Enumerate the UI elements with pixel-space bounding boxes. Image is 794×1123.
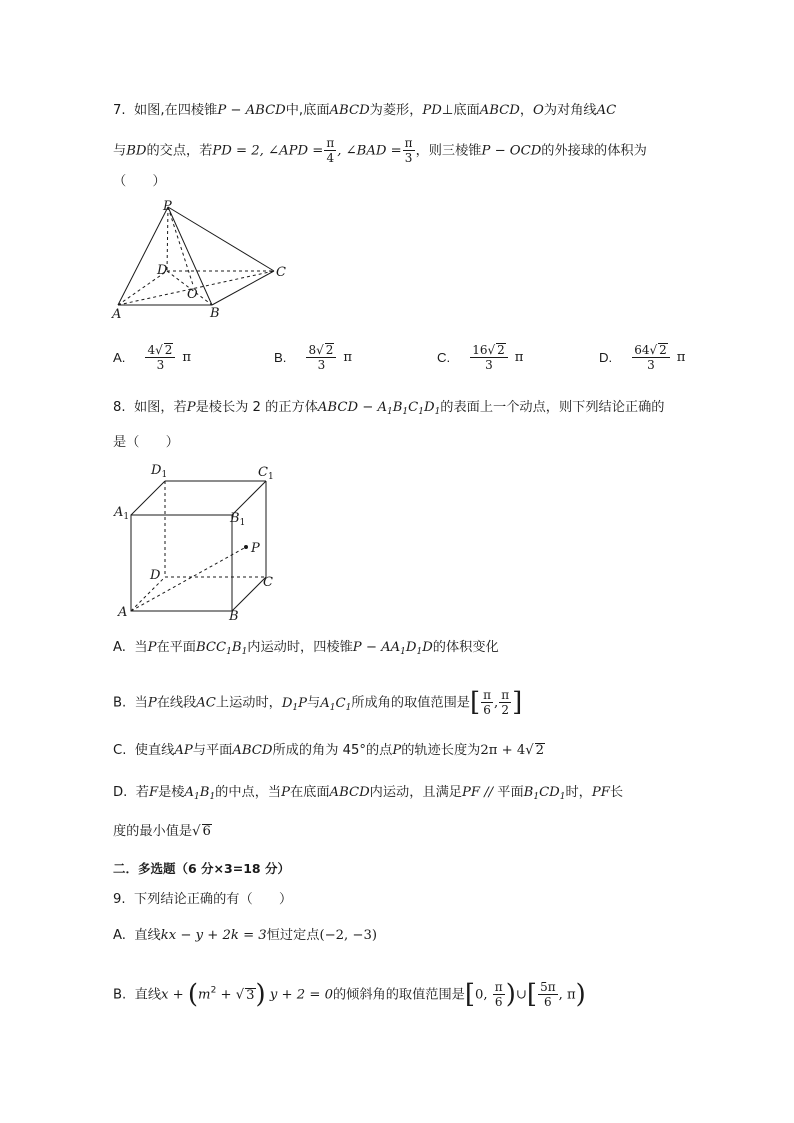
q9-option-a[interactable]: A. 直线kx − y + 2k = 3恒过定点(−2, −3) [113,928,378,943]
q7-option-a[interactable]: A. $\frac{4√ 2}{3}$ π [113,343,192,372]
q8-line1: 8. 如图，若P是棱长为 2 的正方体ABCD − $A_1B_1C_1D_1$的表面上一个动点，则下列结论正确的 [113,400,665,417]
q7-label-C: C [276,265,286,280]
q8-option-d-line2: 度的最小值是√ 6 [113,824,211,839]
q8-label-B: B [229,609,239,620]
q7-label-O: O [187,287,198,302]
q8-label-A: A [118,605,128,620]
q8-label-P: P [251,541,260,556]
q8-option-a[interactable]: A. 当P在平面$BCC_1B_1$内运动时，四棱锥$P - AA_1D_1D$的体积变化 [113,640,499,657]
q7-line1: 7. 如图,在四棱锥P − ABCD中,底面ABCD为菱形，PD⊥底面ABCD，O为对角线AC [113,103,617,118]
q7-label-A: A [112,307,122,322]
svg-text:B1: $B_1$ [230,511,246,528]
q7-label-D: D [157,263,168,278]
q7-label-P: P [163,199,172,214]
q8-cube-figure [112,460,282,620]
q9-stem: 9. 下列结论正确的有（ ） [113,892,293,907]
svg-text:C1: $C_1$ [258,465,274,482]
q8-label-C: C [263,575,273,590]
q7-line2: 与BD的交点，若PD = 2, ∠APD = $\frac{\pi}{4}$ , ∠BAD = $\frac{\pi}{3}$ ，则三棱锥P − OCD的外接球的体积为 [113,136,647,165]
q8-option-c[interactable]: C. 使直线AP与平面ABCD所成的角为 45°的点P的轨迹长度为2π + 4√ 2 [113,743,545,758]
section-2-heading: 二．多选题（6 分×3=18 分） [113,861,290,876]
q9-option-b[interactable]: B. 直线$x + (m^2$ + √ 3) y + 2 = 0的倾斜角的取值范围是[0, $\frac{\pi}{6}$ )∪[ $\frac{5\pi}{6}$ , π) [113,979,586,1010]
q8-option-b[interactable]: B. 当P在线段AC上运动时，$D_1P$与$A_1C_1$所成角的取值范围是[ $\frac{\pi}{6}$ , $\frac{\pi}{2}$ ] [113,687,523,718]
q7-option-d[interactable]: D. $\frac{64√ 2}{3}$ π [599,343,686,372]
svg-text:A1: $A_1$ [114,505,130,522]
q8-option-d[interactable]: D. 若F是棱$A_1B_1$的中点，当P在底面ABCD内运动，且满足PF // 平面$B_1CD_1$时，PF长 [113,785,624,802]
q7-paren: （ ） [113,174,166,189]
q8-label-D: D [150,568,161,583]
q7-pyramid-figure [108,197,298,322]
q8-line2: 是（ ） [113,435,179,450]
q7-label-B: B [210,306,220,321]
q7-option-c[interactable]: C. $\frac{16√ 2}{3}$ π [437,343,524,372]
svg-text:D1: $D_1$ [151,463,168,480]
q7-option-b[interactable]: B. $\frac{8√ 2}{3}$ π [274,343,353,372]
